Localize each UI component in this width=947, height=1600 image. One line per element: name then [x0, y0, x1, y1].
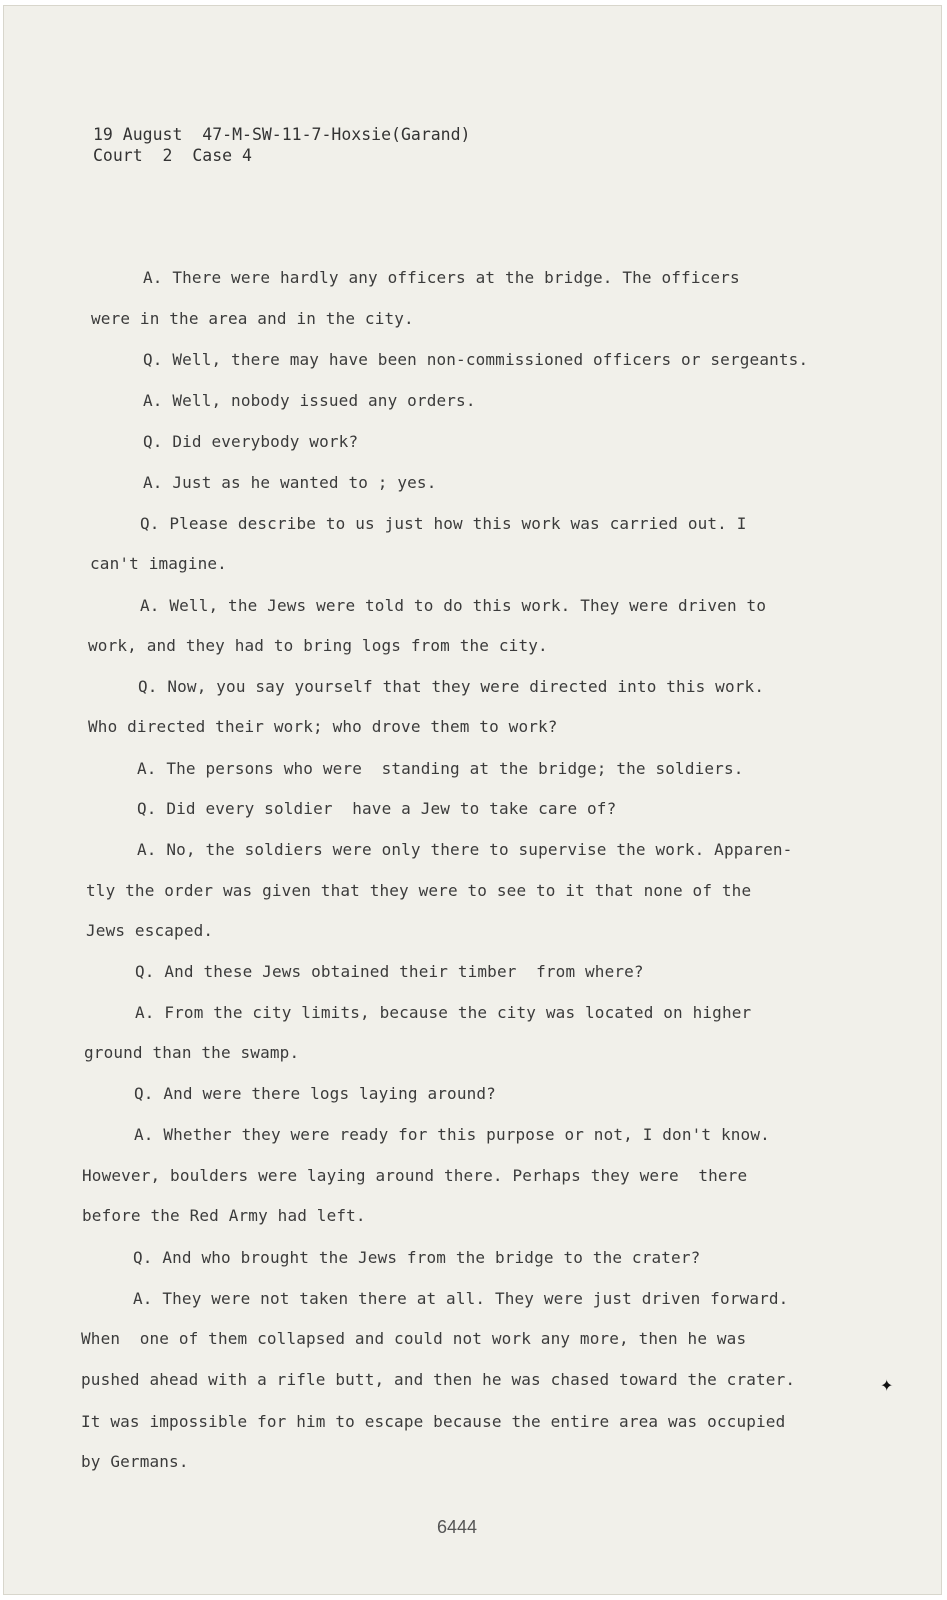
text-line: Q. Did everybody work?	[143, 432, 359, 451]
text-line: A. No, the soldiers were only there to supervise the work. Apparen-	[137, 840, 793, 859]
text-line: Q. Well, there may have been non-commissioned officers or sergeants.	[143, 350, 809, 369]
margin-mark: ✦	[880, 1376, 894, 1395]
text-line: A. Well, nobody issued any orders.	[143, 391, 476, 410]
text-line: Q. Please describe to us just how this work was carried out. I	[140, 514, 747, 533]
text-line: A. There were hardly any officers at the bridge. The officers	[143, 268, 740, 287]
text-line: ground than the swamp.	[84, 1043, 300, 1062]
text-line: When one of them collapsed and could not work any more, then he was	[81, 1329, 747, 1348]
text-line: However, boulders were laying around there. Perhaps they were there	[82, 1166, 748, 1185]
text-line: A. Well, the Jews were told to do this work. They were driven to	[140, 596, 767, 615]
text-line: A. They were not taken there at all. They were just driven forward.	[133, 1289, 789, 1308]
text-line: A. Whether they were ready for this purpose or not, I don't know.	[134, 1125, 770, 1144]
text-line: tly the order was given that they were to see to it that none of the	[86, 881, 752, 900]
header	[93, 124, 471, 166]
text-line: were in the area and in the city.	[91, 309, 414, 328]
header-line-date-case: 19 August 47-M-SW-11-7-Hoxsie(Garand)	[93, 125, 471, 144]
text-line: by Germans.	[81, 1452, 189, 1471]
text-line: can't imagine.	[90, 554, 227, 573]
text-line: It was impossible for him to escape because the entire area was occupied	[81, 1412, 786, 1431]
page-number-stamp: 6444	[437, 1517, 478, 1537]
text-line: Q. Did every soldier have a Jew to take care of?	[137, 799, 617, 818]
text-line: A. From the city limits, because the city was located on higher	[135, 1003, 752, 1022]
text-line: Q. And these Jews obtained their timber from where?	[135, 962, 644, 981]
document-page	[3, 5, 942, 1595]
text-line: A. The persons who were standing at the bridge; the soldiers.	[137, 759, 744, 778]
text-line: A. Just as he wanted to ; yes.	[143, 473, 437, 492]
text-line: Q. And were there logs laying around?	[134, 1084, 496, 1103]
text-line: Who directed their work; who drove them to work?	[88, 717, 558, 736]
text-line: Jews escaped.	[86, 921, 214, 940]
text-line: before the Red Army had left.	[82, 1206, 366, 1225]
header-line-court: Court 2 Case 4	[93, 146, 252, 165]
text-line: pushed ahead with a rifle butt, and then he was chased toward the crater.	[81, 1370, 796, 1389]
text-line: Q. Now, you say yourself that they were directed into this work.	[138, 677, 765, 696]
text-line: work, and they had to bring logs from the city.	[88, 636, 548, 655]
text-line: Q. And who brought the Jews from the bridge to the crater?	[133, 1248, 701, 1267]
